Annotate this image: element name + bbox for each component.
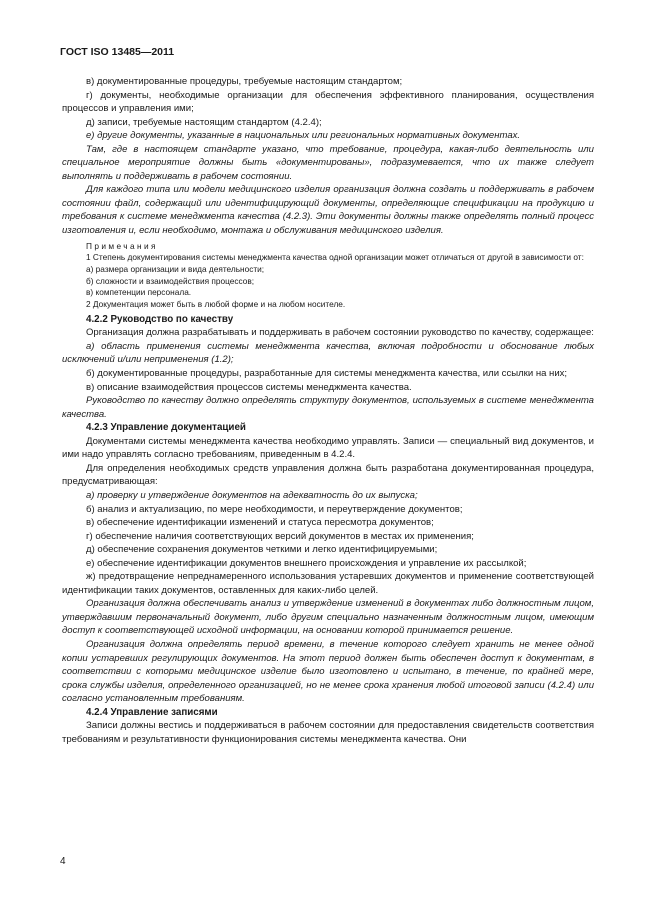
paragraph: Организация должна разрабатывать и поддерживать в рабочем состоянии руководство по качеству, содержащее:: [86, 327, 594, 339]
paragraph: в) обеспечение идентификации изменений и статуса пересмотра документов;: [86, 517, 434, 529]
paragraph-italic: е) другие документы, указанные в национальных или региональных нормативных документах.: [86, 130, 521, 142]
paragraph-italic: Там, где в настоящем стандарте указано, что требование, процедура, какая-либо деятельность или специальное мероприятие должны быть «документированы», подразумевается, что их также следует выполнять и поддерживать в рабочем состоянии.: [62, 143, 594, 182]
paragraph: г) обеспечение наличия соответствующих версий документов в местах их применения;: [86, 530, 474, 542]
notes-title: Примечания: [86, 240, 158, 251]
paragraph-italic: Организация должна обеспечивать анализ и утверждение изменений в документах либо должностным лицом, утверждавшим первоначальный документ, либо другим специально назначенным должностным лицом, имеющим доступ к соответствующей исходной информации, на основании которой принимается решение.: [62, 598, 594, 637]
paragraph-italic: а) область применения системы менеджмента качества, включая подробности и обоснование любых исключений и/или неприменения (1.2);: [62, 340, 594, 366]
paragraph: ж) предотвращение непреднамеренного использования устаревших документов и применение соответствующей идентификации таких документов, оставленных для каких-либо целей.: [62, 571, 594, 596]
paragraph: Документами системы менеджмента качества необходимо управлять. Записи — специальный вид документов, и ими надо управлять согласно требованиям, приведенным в 4.2.4.: [62, 435, 594, 461]
paragraph: в) описание взаимодействия процессов системы менеджмента качества.: [86, 381, 412, 393]
section-heading: 4.2.3 Управление документацией: [86, 422, 246, 434]
document-body: [62, 75, 594, 746]
paragraph: д) обеспечение сохранения документов четкими и легко идентифицируемыми;: [86, 544, 438, 556]
paragraph: б) анализ и актуализацию, по мере необходимости, и переутверждение документов;: [86, 503, 463, 515]
page-number: 4: [60, 856, 66, 867]
paragraph: д) записи, требуемые настоящим стандартом (4.2.4);: [86, 116, 322, 128]
paragraph-italic: Для каждого типа или модели медицинского изделия организация должна создать и поддерживать в рабочем состоянии файл, содержащий или идентифицирующий документы, определяющие спецификации на продукцию и требования к системе менеджмента качества (4.2.3). Эти документы должны также определять полный процесс изготовления и, если необходимо, монтажа и обслуживания медицинского изделия.: [62, 184, 594, 237]
note-item: 1 Степень документирования системы менеджмента качества одной организации может отличаться от другой в зависимости от:: [86, 252, 584, 263]
paragraph: е) обеспечение идентификации документов внешнего происхождения и управление их рассылкой;: [86, 557, 527, 569]
section-heading: 4.2.4 Управление записями: [86, 706, 218, 718]
paragraph: б) документированные процедуры, разработанные для системы менеджмента качества, или ссылки на них;: [86, 368, 568, 380]
paragraph: в) документированные процедуры, требуемые настоящим стандартом;: [86, 76, 403, 87]
paragraph-italic: а) проверку и утверждение документов на адекватность до их выпуска;: [86, 489, 418, 501]
section-heading: 4.2.2 Руководство по качеству: [86, 313, 234, 325]
paragraph: Для определения необходимых средств управления должна быть разработана документированная процедура, предусматривающая:: [62, 462, 594, 488]
note-item: а) размера организации и вида деятельности;: [86, 263, 265, 274]
note-item: 2 Документация может быть в любой форме и на любом носителе.: [86, 299, 346, 310]
document-header: ГОСТ ISO 13485—2011: [60, 46, 175, 58]
paragraph: г) документы, необходимые организации для обеспечения эффективного планирования, осуществления процессов и управления ими;: [62, 89, 594, 115]
note-item: в) компетенции персонала.: [86, 287, 192, 298]
paragraph-italic: Руководство по качеству должно определять структуру документов, используемых в системе менеджмента качества.: [62, 395, 594, 420]
notes-block: [62, 241, 594, 311]
paragraph-italic: Организация должна определять период времени, в течение которого следует хранить не менее одной копии устаревших регулирующих документов. На этот период должен быть обеспечен доступ к документам, в соответствии с которыми медицинское изделие было изготовлено и испытано, в течение, по крайней мере, срока службы изделия, определенного организацией, но не менее срока хранения любой итоговой записи (4.2.4) или согласно установленным требованиям.: [62, 639, 594, 705]
note-item: б) сложности и взаимодействия процессов;: [86, 275, 255, 286]
paragraph: Записи должны вестись и поддерживаться в рабочем состоянии для предоставления свидетельств соответствия требованиям и результативности функционирования системы менеджмента качества. Они: [62, 720, 594, 745]
